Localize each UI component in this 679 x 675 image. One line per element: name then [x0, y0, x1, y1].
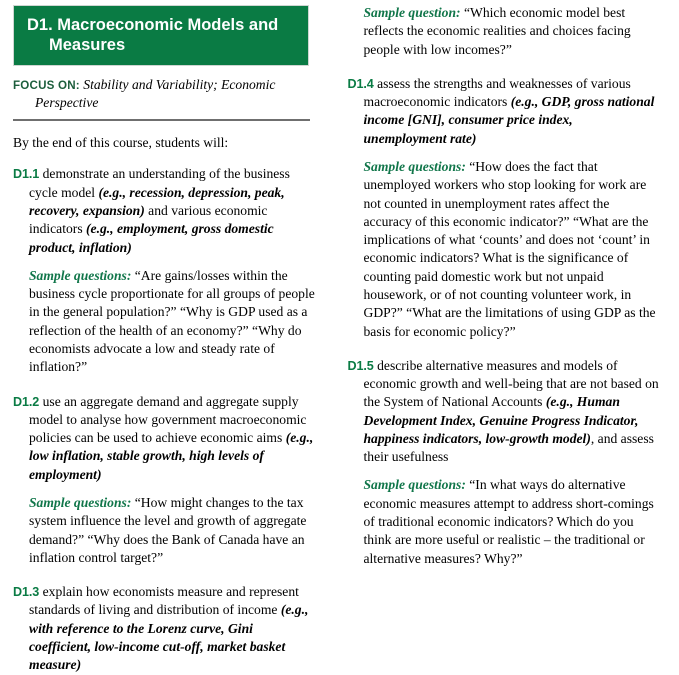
expectation-text-before: explain how economists measure and represent standards of living and distribution of income — [29, 584, 299, 617]
sample-questions-text: “Which economic model best reflects the economic realities and choices facing people with low incomes?” — [364, 5, 631, 57]
strand-title-line2: Measures — [27, 35, 298, 55]
sample-questions-label: Sample questions: — [364, 159, 466, 174]
expectation-code: D1.3 — [13, 585, 39, 599]
expectation-code: D1.2 — [13, 395, 39, 409]
intro-line: By the end of this course, students will: — [13, 134, 318, 152]
sample-questions-label: Sample question: — [364, 5, 461, 20]
sample-questions-d1-1 — [29, 267, 318, 377]
focus-on-label: FOCUS ON: — [13, 79, 80, 92]
right-column — [340, 0, 679, 598]
expectation-d1-2 — [13, 393, 318, 484]
expectation-code: D1.1 — [13, 167, 39, 181]
sample-questions-label: Sample questions: — [364, 477, 466, 492]
expectation-d1-4 — [348, 75, 660, 148]
expectation-code: D1.4 — [348, 77, 374, 91]
expectation-examples-1: (e.g., Human Development Index, Genuine Progress Indicator, happiness indicators, low-growth model) — [364, 394, 639, 446]
sample-questions-d1-2 — [29, 494, 318, 567]
expectation-d1-5 — [348, 357, 660, 467]
expectation-d1-3 — [13, 583, 318, 674]
sample-questions-label: Sample questions: — [29, 495, 131, 510]
expectation-examples-1: (e.g., with reference to the Lorenz curve, Gini coefficient, low-income cut-off, market basket measure) — [29, 602, 308, 672]
sample-questions-text: “How does the fact that unemployed workers who stop looking for work are not counted in unemployment rates affect the accuracy of this economic indicator?” “What are the implications of what ‘counts’ and does not ‘count’ in economic indicators? What is the significance of counting paid domestic work but not unpaid housework, or of not counting volunteer work, in GDP?” “What are the limitations of using GDP as the basis for economic policy?” — [364, 159, 656, 339]
expectation-examples-1: (e.g., GDP, gross national income [GNI], consumer price index, unemployment rate) — [364, 94, 655, 146]
focus-on-line — [13, 76, 310, 116]
expectation-examples-1: (e.g., recession, depression, peak, recovery, expansion) — [29, 185, 285, 218]
focus-on-text: Stability and Variability; Economic Perspective — [35, 77, 275, 110]
expectation-text-before: describe alternative measures and models of economic growth and well-being that are not based on the System of National Accounts — [364, 358, 659, 410]
sample-questions-d1-3 — [364, 4, 660, 59]
sample-questions-d1-5 — [364, 476, 660, 567]
expectation-text-before: assess the strengths and weaknesses of various macroeconomic indicators — [364, 76, 631, 109]
expectation-text-mid: , and assess their usefulness — [364, 431, 654, 464]
sample-questions-text: “Are gains/losses within the business cycle proportionate for all groups of people in the general population?” “Why is GDP used as a reflection of the health of an economy?” “Why do economists advocate a low and steady rate of inflation?” — [29, 268, 315, 374]
sample-questions-text: “In what ways do alternative economic measures attempt to address short-comings of traditional economic indicators? Which do you think are more useful or realistic – the traditional or alternative measures? Why?” — [364, 477, 654, 565]
sample-questions-d1-4 — [364, 158, 660, 341]
expectation-examples-1: (e.g., low inflation, stable growth, high levels of employment) — [29, 430, 313, 482]
sample-questions-label: Sample questions: — [29, 268, 131, 283]
sample-questions-text: “How might changes to the tax system influence the level and growth of aggregate demand?” “Why does the Bank of Canada have an inflation control target?” — [29, 495, 306, 565]
expectation-d1-1 — [13, 165, 318, 256]
expectation-text-before: use an aggregate demand and aggregate supply model to analyse how government macroeconomic policies can be used to achieve economic aims — [29, 394, 306, 446]
header-divider-rule — [13, 119, 310, 121]
strand-header-banner — [13, 5, 309, 66]
left-column — [0, 0, 340, 598]
expectation-text-mid: and various economic indicators — [29, 203, 267, 236]
expectation-examples-2: (e.g., employment, gross domestic product, inflation) — [29, 221, 274, 254]
expectation-text-before: demonstrate an understanding of the business cycle model — [29, 166, 290, 199]
strand-title-line1: D1. Macroeconomic Models and — [27, 16, 278, 34]
expectation-code: D1.5 — [348, 359, 374, 373]
